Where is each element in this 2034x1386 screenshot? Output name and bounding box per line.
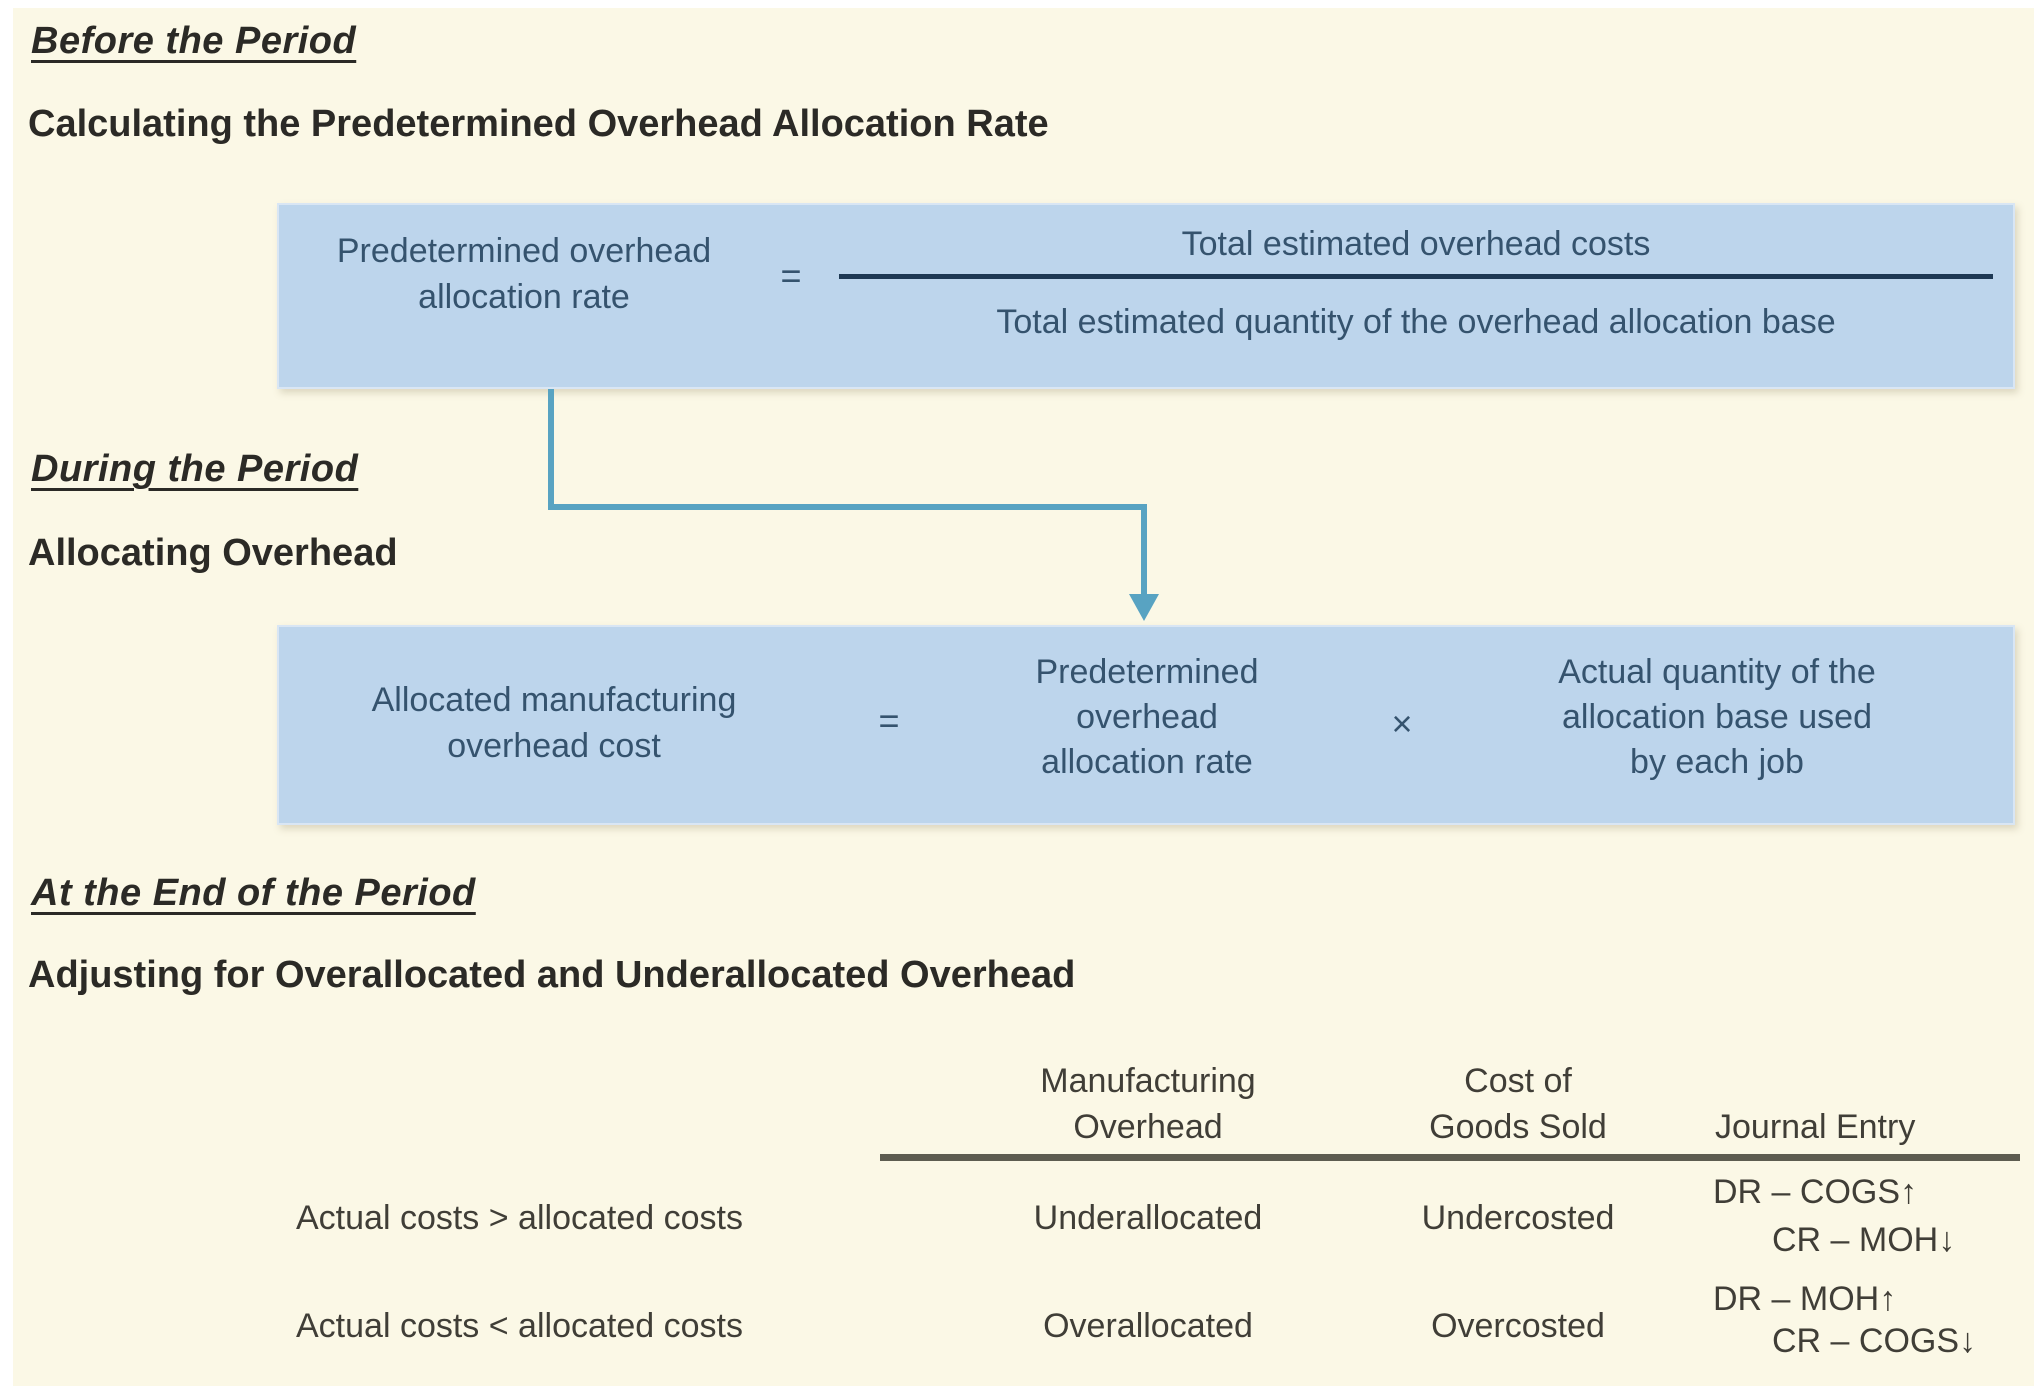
section-heading-end-of-period: At the End of the Period — [31, 872, 476, 914]
formula-lhs-label — [334, 677, 774, 769]
formula-lhs-label — [314, 228, 734, 320]
header-line1: Cost of — [1464, 1062, 1572, 1100]
journal-entry-debit-line: DR – MOH↑ — [1713, 1280, 1897, 1318]
multiply-sign: × — [1391, 703, 1413, 744]
term-line2: allocation base used — [1561, 698, 1872, 736]
formula-box-predetermined-rate — [277, 203, 2015, 389]
header-line2: Goods Sold — [1429, 1108, 1607, 1146]
term-line3: allocation rate — [1041, 743, 1253, 781]
fraction-denominator: Total estimated quantity of the overhead allocation base — [996, 303, 1836, 341]
journal-entry-credit-line: CR – MOH↓ — [1772, 1221, 1956, 1259]
formula-term-predetermined-rate — [997, 650, 1297, 785]
section-subheading-calculating-rate: Calculating the Predetermined Overhead Allocation Rate — [28, 103, 1049, 145]
term-line2: overhead — [1076, 698, 1218, 736]
section-subheading-adjusting-overhead: Adjusting for Overallocated and Underallocated Overhead — [28, 954, 1076, 996]
equals-sign: = — [878, 700, 900, 741]
row-moh-status: Overallocated — [1043, 1307, 1253, 1345]
table-header-manufacturing-overhead — [998, 1058, 1298, 1150]
term-line1: Actual quantity of the — [1558, 653, 1876, 691]
formula-box-allocated-overhead — [277, 625, 2015, 825]
header-line2: Overhead — [1073, 1108, 1223, 1146]
formula-lhs-line2: overhead cost — [447, 727, 661, 765]
section-subheading-allocating-overhead: Allocating Overhead — [28, 532, 398, 574]
row-condition: Actual costs < allocated costs — [296, 1307, 743, 1345]
page-margin-left — [0, 0, 13, 1386]
fraction-numerator: Total estimated overhead costs — [1181, 225, 1651, 263]
header-line1: Manufacturing — [1040, 1062, 1256, 1100]
term-line3: by each job — [1630, 743, 1804, 781]
fraction — [839, 203, 1993, 389]
section-heading-before-the-period: Before the Period — [31, 20, 357, 62]
journal-entry-debit-line: DR – COGS↑ — [1713, 1173, 1918, 1211]
fraction-bar — [839, 274, 1993, 279]
row-cogs-status: Undercosted — [1421, 1199, 1615, 1237]
page-margin-top — [0, 0, 2034, 8]
formula-lhs-line2: allocation rate — [418, 278, 630, 316]
row-cogs-status: Overcosted — [1431, 1307, 1605, 1345]
formula-term-actual-quantity — [1537, 650, 1897, 785]
journal-entry-credit-line: CR – COGS↓ — [1772, 1322, 1977, 1360]
row-moh-status: Underallocated — [1033, 1199, 1263, 1237]
section-heading-during-the-period: During the Period — [31, 448, 359, 490]
equals-sign: = — [780, 255, 802, 296]
formula-lhs-line1: Predetermined overhead — [336, 232, 712, 270]
formula-lhs-line1: Allocated manufacturing — [371, 681, 737, 719]
table-header-cost-of-goods-sold — [1368, 1058, 1668, 1150]
row-condition: Actual costs > allocated costs — [296, 1199, 743, 1237]
term-line1: Predetermined — [1035, 653, 1259, 691]
table-header-journal-entry: Journal Entry — [1715, 1108, 1916, 1146]
table-header-rule — [880, 1154, 2020, 1161]
